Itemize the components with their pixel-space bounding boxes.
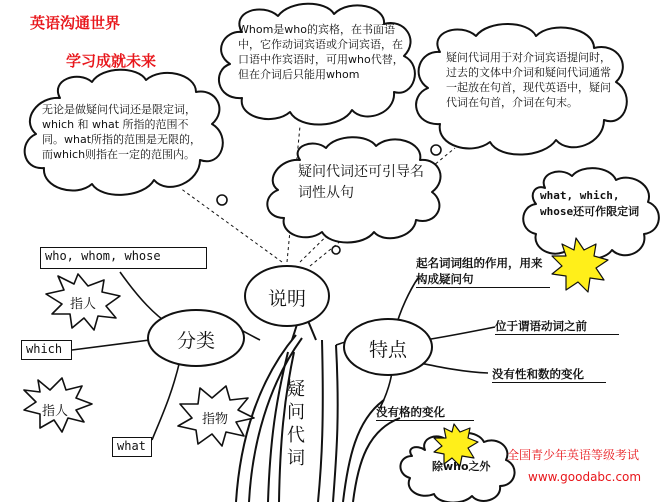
cloud-preposition-text: 疑问代词用于对介词宾语提问时，过去的文体中介词和疑问代词通常一起放在句首，现代英语中，疑问代词在句首，介词在句末。 [446, 51, 611, 109]
feature-noun-phrase: 起名词词组的作用，用来构成疑问句 [416, 255, 550, 288]
cloud-whom-text: Whom是who的宾格，在书面语中，它作动词宾语或介词宾语，在口语中作宾语时，可用who代替，但在介词后只能用whom [238, 23, 404, 81]
trunk-char-2: 问 [287, 402, 305, 423]
trunk-char-3: 代 [287, 425, 305, 446]
star-label-person-2: 指人 [41, 404, 68, 419]
cloud-except-text: 除who之外 [432, 460, 491, 473]
trunk-char-4: 词 [287, 448, 305, 469]
star-label-thing: 指物 [201, 412, 228, 427]
footer-url[interactable]: www.goodabc.com [528, 470, 642, 484]
brand-slogan-line-1: 英语沟通世界 [30, 14, 121, 32]
category-who-whom-whose: who, whom, whose [40, 247, 207, 269]
cloud-range-text: 无论是做疑问代词还是限定词，which 和 what 所指的范围不同。what所指的范围是无限的，而which则指在一定的范围内。 [42, 103, 202, 161]
feature-no-case: 没有格的变化 [376, 404, 474, 421]
node-explain: 说明 [267, 288, 306, 310]
feature-before-predicate: 位于谓语动词之前 [495, 318, 619, 335]
cloud-clause-text: 疑问代词还可引导名词性从句 [298, 164, 424, 201]
node-features: 特点 [368, 339, 407, 361]
category-which: which [21, 340, 72, 360]
category-what: what [112, 437, 152, 457]
brand-slogan-line-2: 学习成就未来 [66, 52, 157, 70]
cloud-limiter-text: what, which, whose还可作限定词 [540, 189, 640, 218]
feature-no-gender-number: 没有性和数的变化 [492, 366, 606, 383]
star-label-person-1: 指人 [69, 297, 96, 312]
footer-org: 全国青少年英语等级考试 [507, 448, 640, 462]
trunk-char-1: 疑 [287, 379, 305, 400]
trunk-label [285, 378, 307, 470]
node-classify: 分类 [176, 330, 215, 352]
